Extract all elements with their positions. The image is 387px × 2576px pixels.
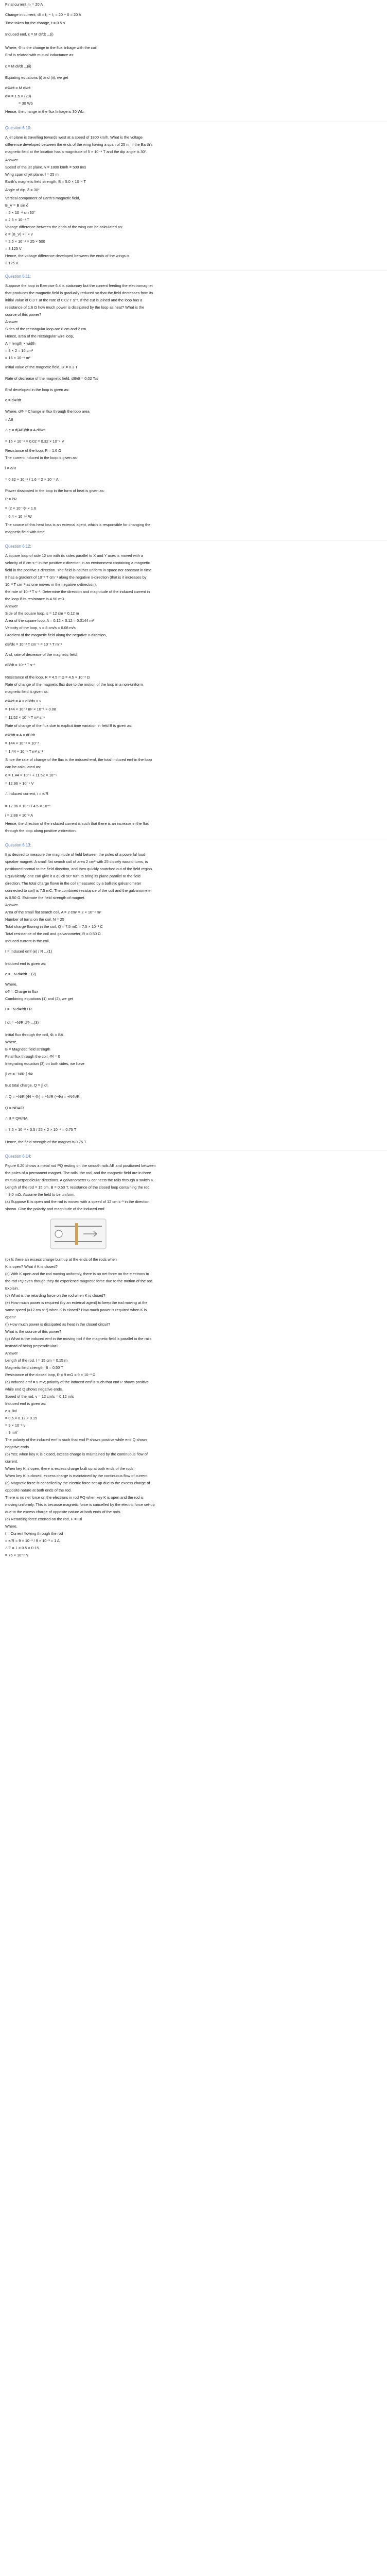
text-line: while end Q shows negative ends. (5, 1387, 63, 1392)
text-line: Gradient of the magnetic field along the negative x-direction, (5, 633, 107, 637)
text-line: through the loop along positive z-direction. (5, 828, 77, 833)
equation: = e/R = 9 × 10⁻³ / 9 × 10⁻³ = 1 A (5, 1538, 60, 1543)
text-line: Since the rate of change of the flux is the induced emf, the total induced emf in the loop (5, 757, 152, 762)
text-line: Hence, area of the rectangular wire loop, (5, 334, 74, 338)
text-line: Resistance of the loop, R = 4.5 mΩ = 4.5 × 10⁻³ Ω (5, 675, 90, 680)
text-line: the poles of a permanent magnet. The rails, the rod, and the magnetic field are in three (5, 1171, 151, 1175)
equation: e = 1.44 × 10⁻⁵ + 11.52 × 10⁻⁵ (5, 773, 57, 777)
text-line: 3.125 V. (5, 261, 19, 265)
text-line: Combining equations (1) and (2), we get (5, 996, 73, 1001)
text-line: positioned normal to the field direction, and then quickly snatched out of the field region. (5, 867, 153, 871)
text-line: Earth's magnetic field strength, B = 5.0 × 10⁻⁴ T (5, 179, 86, 184)
text-line: source of this power? (5, 312, 42, 317)
text-line: Equivalently, one can give it a quick 90° turn to bring its plane parallel to the field (5, 874, 140, 878)
text-line: current. (5, 1459, 19, 1464)
text-line: Hence, the direction of the induced current is such that there is an increase in the flux (5, 821, 149, 826)
text-line: Final flux through the coil, Φf = 0 (5, 1054, 60, 1059)
text-line: due to the excess charge of opposite nature at both ends of the rods. (5, 1510, 121, 1514)
equation: dΦ′/dt = A × dB/dt (5, 733, 35, 737)
text-line: Figure 6.20 shows a metal rod PQ resting on the smooth rails AB and positioned between (5, 1163, 156, 1168)
equation: = 11.52 × 10⁻⁵ T m² s⁻¹ (5, 715, 45, 720)
equation: ∴ e = d(AB)/dt = A dB/dt (5, 428, 46, 432)
equation: = (2 × 10⁻⁵)² × 1.6 (5, 506, 37, 511)
text-line: The current induced in the loop is given as: (5, 455, 78, 460)
equation: = 6.4 × 10⁻¹⁰ W (5, 514, 32, 519)
text-line: (a) Induced emf = 9 mV; polarity of the induced emf is such that end P shows positive (5, 1380, 149, 1384)
text-line: Integrating equation (3) on both sides, we have (5, 1061, 85, 1066)
equation: = 16 × 10⁻⁴ × 0.02 = 0.32 × 10⁻⁴ V (5, 439, 64, 444)
equation: = 144 × 10⁻⁴ m² × 10⁻¹ × 0.08 (5, 707, 56, 711)
text-line: Area of the square loop, A = 0.12 × 0.12 = 0.0144 m² (5, 618, 94, 623)
text-line: the rate of 10⁻³ T s⁻¹. Determine the direction and magnitude of the induced current in (5, 589, 150, 594)
rod-on-rails-figure (47, 1215, 109, 1253)
text-line: Suppose the loop in Exercise 6.4 is stationary but the current feeding the electromagnet (5, 283, 153, 288)
text-line: instead of being perpendicular? (5, 1344, 59, 1348)
text-line: Total charge flowing in the coil, Q = 7.5 mC = 7.5 × 10⁻³ C (5, 924, 103, 929)
equation: e = dΦ/dt (5, 398, 21, 402)
text-line: field in the positive z-direction. The field is neither uniform in space nor constant in time. (5, 568, 153, 572)
text-line: I = Current flowing through the rod (5, 1531, 63, 1536)
text-line: open? (5, 1315, 16, 1319)
text-line: Rate of decrease of the magnetic field, dB/dt = 0.02 T/s (5, 376, 98, 381)
text-line: initial value of 0.3 T at the rate of 0.02 T s⁻¹. If the cut is joined and the loop has a (5, 298, 143, 302)
equation: = 9 mV (5, 1430, 17, 1435)
text-line: negative ends. (5, 1445, 30, 1449)
answer-label: Answer (5, 319, 18, 324)
equation: e = (B_V) × l × v (5, 232, 33, 236)
equation: = 30 Wb (19, 101, 33, 106)
text-line: Voltage difference between the ends of the wing can be calculated as: (5, 225, 123, 229)
answer-label: Answer (5, 604, 18, 608)
question-heading: Question 6.12: (5, 544, 31, 549)
text-line: 10⁻³ T cm⁻¹ as one moves in the negative x-direction), (5, 582, 97, 587)
text-line: A square loop of side 12 cm with its sides parallel to X and Y axes is moved with a (5, 553, 143, 558)
text-line: Sides of the rectangular loop are 8 cm and 2 cm. (5, 327, 87, 331)
text-line: shown. Give the polarity and magnitude of the induced emf. (5, 1207, 105, 1211)
text-line: Induced emf is given as: (5, 1401, 46, 1406)
text-line: difference developed between the ends of the wing having a span of 25 m, if the Earth's (5, 142, 153, 147)
text-line: magnetic field at the location has a magnitude of 5 × 10⁻⁴ T and the dip angle is 30°. (5, 149, 148, 154)
equation: B_V = B sin δ (5, 203, 28, 208)
equation: ε = M dI/dt ...(ii) (5, 64, 31, 69)
text-line: It has a gradient of 10⁻³ T cm⁻¹ along the negative x-direction (that is it increases by (5, 575, 147, 580)
text-line: (e) How much power is required (by an external agent) to keep the rod moving at the (5, 1300, 148, 1305)
text-line: Resistance of the closed loop, R = 9 mΩ = 9 × 10⁻³ Ω (5, 1372, 96, 1377)
equation: = 0.5 × 0.12 × 0.15 (5, 1416, 38, 1420)
equation: = 3.125 V (5, 246, 22, 251)
text-line: (c) With K open and the rod moving uniformly, there is no net force on the electrons in (5, 1272, 149, 1276)
equation: i = e/R (5, 466, 16, 470)
equation: = 2.5 × 10⁻⁴ T (5, 217, 29, 222)
equation: = 12.96 × 10⁻⁵ / 4.5 × 10⁻³ (5, 804, 50, 808)
equation: dΦ/dt = M dI/dt (5, 86, 31, 90)
text-line: Magnetic field strength, B = 0.50 T (5, 1365, 63, 1370)
text-line: Where, dΦ = Change in flux through the loop area (5, 409, 90, 414)
text-line: Resistance of the loop, R = 1.6 Ω (5, 448, 61, 453)
text-line: (g) What is the induced emf in the moving rod if the magnetic field is parallel to the rails (5, 1336, 152, 1341)
question-heading: Question 6.11: (5, 274, 31, 279)
equation: ∴ Induced current, i = e/R (5, 791, 48, 796)
equation: P = i²R (5, 497, 17, 501)
text-line: opposite nature at both ends of the rod. (5, 1488, 72, 1493)
answer-label: Answer (5, 903, 18, 907)
text-line: Velocity of the loop, v = 8 cm/s = 0.08 m/s (5, 625, 76, 630)
text-line: Where, (5, 1524, 17, 1529)
text-line: Where, Φ is the change in the flux linkage with the coil. (5, 45, 98, 50)
text-line: Side of the square loop, s = 12 cm = 0.12 m (5, 611, 79, 616)
text-line: Number of turns on the coil, N = 25 (5, 917, 64, 922)
equation: I dt = −N/R dΦ ...(3) (5, 1020, 39, 1025)
text-line: mutual perpendicular directions. A galvanometer G connects the rails through a switch K. (5, 1178, 155, 1182)
text-line: (c) Magnetic force is cancelled by the electric force set-up due to the excess charge of (5, 1481, 150, 1485)
text-line: Vertical component of Earth's magnetic field, (5, 196, 80, 200)
answer-label: Length of the rod, l = 15 cm = 0.15 m (5, 1358, 68, 1363)
equation: = 144 × 10⁻⁴ × 10⁻³ (5, 741, 39, 745)
text-line: Equating equations (i) and (ii), we get (5, 75, 68, 80)
equation: A = length × width (5, 341, 36, 346)
text-line: the loop if its resistance is 4.50 mΩ. (5, 597, 65, 601)
equation: = 12.96 × 10⁻⁵ V (5, 781, 34, 786)
equation: = 9 × 10⁻³ v (5, 1423, 26, 1428)
text-line: that produces the magnetic field is gradually reduced so that the field decreases from its (5, 291, 153, 295)
text-line: is 0.50 Ω. Estimate the field strength of magnet. (5, 895, 85, 900)
text-line: Induced emf is given as: (5, 961, 46, 966)
text-line: Initial value of the magnetic field, B′ = 0.3 T (5, 365, 78, 369)
equation: The polarity of the induced emf is such that end P shows positive while end Q shows (5, 1437, 148, 1442)
text-line: When key K is closed, excess charge is maintained by the continuous flow of current. (5, 1473, 149, 1478)
text-line: (d) What is the retarding force on the rod when K is closed? (5, 1293, 105, 1298)
text-line: Hence, the field strength of the magnet is 0.75 T. (5, 1140, 87, 1144)
text-line: It is desired to measure the magnitude of field between the poles of a powerful loud (5, 852, 145, 857)
text-line: dΦ = Charge in flux (5, 989, 39, 994)
text-line: Power dissipated in the loop in the form of heat is given as: (5, 488, 105, 493)
text-line: resistance of 1.6 Ω how much power is dissipated by the loop as heat? What is the (5, 305, 145, 310)
text-line: speaker magnet. A small flat search coil of area 2 cm² with 25 closely wound turns, is (5, 859, 148, 864)
equation: = 1.44 × 10⁻⁵ T m² s⁻¹ (5, 749, 43, 754)
text-line: A jet plane is travelling towards west at a speed of 1800 km/h. What is the voltage (5, 135, 143, 140)
text-line: (b) Is there an excess charge built up at the ends of the rods when (5, 1257, 117, 1262)
text-line: But total charge, Q = ∫I dt. (5, 1083, 49, 1088)
text-line: Hence, the voltage difference developed between the ends of the wings is (5, 253, 130, 258)
text-line: velocity of 8 cm s⁻¹ in the positive x-direction in an environment containing a magnetic (5, 561, 150, 565)
equation: dΦ/dt = A × dB/dx × v (5, 699, 42, 703)
text-line: Change in current, dI = I₂ − I₁ = 20 − 0 = 20 A (5, 12, 81, 17)
text-line: direction. The total charge flown in the coil (measured by a ballistic galvanometer (5, 881, 142, 886)
text-line: Angle of dip, δ = 30° (5, 188, 40, 192)
text-line: Explain. (5, 1286, 19, 1291)
equation: = 7.5 × 10⁻³ × 0.5 / 25 × 2 × 10⁻⁴ = 0.75 T (5, 1127, 77, 1132)
text-line: K is open? What if K is closed? (5, 1264, 58, 1269)
equation: ∫I dt = −N/R ∫ dΦ (5, 1072, 33, 1076)
text-line: Area of the small flat search coil, A = 2 cm² = 2 × 10⁻⁴ m² (5, 910, 101, 914)
text-line: Final current, I₂ = 20 A (5, 2, 43, 7)
text-line: same speed (=12 cm s⁻¹) when K is closed? How much power is required when K is (5, 1308, 147, 1312)
text-line: Answer (5, 1351, 18, 1355)
text-line: can be calculated as: (5, 765, 41, 769)
text-line: magnetic field is given as: (5, 689, 49, 694)
equation: Q = NBA/R (5, 1106, 24, 1110)
text-line: the rod PQ even though they do experience magnetic force due to the motion of the rod. (5, 1279, 154, 1283)
equation: dΦ = 1.5 × (20) (5, 94, 31, 98)
text-line: Total resistance of the coil and galvanometer, R = 0.50 Ω (5, 931, 101, 936)
equation: = 0.32 × 10⁻⁴ / 1.6 = 2 × 10⁻⁵ A (5, 477, 59, 482)
text-line: Time taken for the change, t = 0.5 s (5, 21, 65, 25)
text-line: Rate of change of the flux due to explicit time variation in field B is given as: (5, 723, 132, 728)
question-heading: Question 6.14: (5, 1154, 31, 1159)
equation: = 8 × 2 = 16 cm² (5, 348, 33, 353)
text-line: Wing span of jet plane, l = 25 m (5, 172, 59, 177)
equation: = AB (5, 417, 13, 422)
equation: = 5 × 10⁻⁴ sin 30° (5, 210, 36, 215)
equation: i = 2.88 × 10⁻² A (5, 813, 33, 818)
equation: = 2.5 × 10⁻⁴ × 25 × 500 (5, 239, 45, 244)
text-line: e = Bvl (5, 1409, 17, 1413)
text-line: Where, (5, 982, 17, 987)
text-line: Hence, the change in the flux linkage is 30 Wb. (5, 109, 85, 114)
text-line: Emf developed in the loop is given as: (5, 387, 69, 392)
equation: ∴ F = 1 × 0.5 × 0.15 (5, 1546, 39, 1550)
equation: ∴ B = QR/NA (5, 1116, 28, 1121)
text-line: When key K is open, there is excess charge built up at both ends of the rods. (5, 1466, 135, 1471)
text-line: Where, (5, 1040, 17, 1044)
text-line: Emf is related with mutual inductance as: (5, 53, 75, 57)
equation: I = Induced emf (e) / R ...(1) (5, 949, 52, 954)
question-heading: Question 6.10: (5, 126, 31, 130)
text-line: (a) Suppose K is open and the rod is moved with a speed of 12 cm s⁻¹ in the direction (5, 1199, 150, 1204)
text-line: Initial flux through the coil, Φᵢ = BA (5, 1032, 63, 1037)
equation: = 16 × 10⁻⁴ m² (5, 355, 30, 360)
text-line: Rate of change of the magnetic flux due to the motion of the loop in a non-uniform (5, 682, 143, 687)
text-line: What is the source of this power? (5, 1329, 62, 1334)
equation: dB/dx = 10⁻³ T cm⁻¹ = 10⁻¹ T m⁻¹ (5, 642, 62, 647)
equation: = 75 × 10⁻³ N (5, 1553, 28, 1557)
text-line: Length of the rod = 15 cm, B = 0.50 T, resistance of the closed loop containing the rod (5, 1185, 150, 1190)
text-line: There is no net force on the electrons in rod PQ when key K is open and the rod is (5, 1495, 144, 1500)
text-line: magnetic field with time. (5, 530, 46, 534)
question-heading: Question 6.13: (5, 843, 31, 848)
equation: ∴ Q = −N/R (Φf − Φᵢ) = −N/R (−Φᵢ) = +NΦᵢ/R (5, 1094, 80, 1099)
text-line: Induced current in the coil, (5, 939, 50, 943)
equation: e = −N dΦ/dt ...(2) (5, 972, 36, 976)
equation: Induced emf, ε = M dI/dt ...(i) (5, 32, 54, 37)
text-line: (b) Yes; when key K is closed, excess charge is maintained by the continuous flow of (5, 1452, 148, 1456)
text-line: And, rate of decrease of the magnetic field, (5, 652, 78, 657)
text-line: The source of this heat loss is an external agent, which is responsible for changing the (5, 522, 151, 527)
text-line: = 9.0 mΩ. Assume the field to be uniform. (5, 1192, 76, 1197)
equation: dB/dt = 10⁻³ T s⁻¹ (5, 663, 36, 667)
text-line: B = Magnetic field strength (5, 1047, 50, 1052)
text-line: connected to coil) is 7.5 mC. The combined resistance of the coil and the galvanometer (5, 888, 152, 893)
text-line: (f) How much power is dissipated as heat in the closed circuit? (5, 1322, 111, 1327)
text-line: (d) Retarding force exerted on the rod, F = IBl (5, 1517, 82, 1521)
text-line: Speed of the jet plane, v = 1800 km/h = 500 m/s (5, 165, 86, 170)
text-line: moving uniformly. This is because magnetic force is cancelled by the electric force set-up (5, 1502, 155, 1507)
text-line: Speed of the rod, v = 12 cm/s = 0.12 m/s (5, 1394, 74, 1399)
equation: I = −N dΦ/dt / R (5, 1007, 32, 1011)
answer-label: Answer (5, 158, 18, 162)
